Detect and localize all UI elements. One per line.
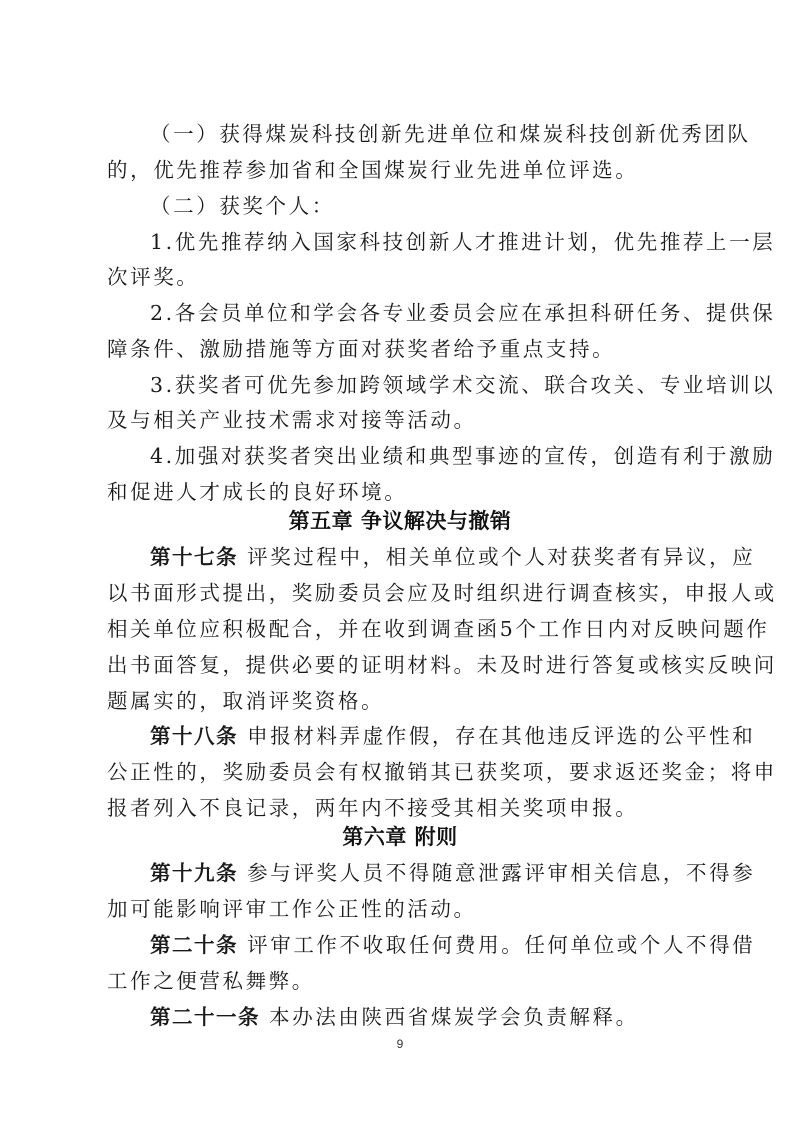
article-20 — [150, 932, 770, 958]
paragraph-line: 报者列入不良记录，两年内不接受其相关奖项申报。 — [107, 796, 639, 820]
paragraph-line: （二）获奖个人： — [150, 194, 335, 218]
paragraph-line: 加可能影响评审工作公正性的活动。 — [107, 897, 477, 921]
article-text: 参与评奖人员不得随意泄露评审相关信息，不得参 — [238, 861, 756, 885]
paragraph-line: 工作之便营私舞弊。 — [107, 969, 315, 993]
paragraph-line: 4.加强对获奖者突出业绩和典型事迹的宣传，创造有利于激励 — [150, 444, 776, 468]
paragraph-line: 出书面答复，提供必要的证明材料。未及时进行答复或核实反映问 — [107, 653, 777, 677]
article-label: 第十七条 — [150, 545, 238, 569]
paragraph-line: 2.各会员单位和学会各专业委员会应在承担科研任务、提供保 — [150, 301, 776, 325]
paragraph-line: 次评奖。 — [107, 265, 200, 289]
article-label: 第二十条 — [150, 933, 238, 957]
paragraph-line: 和促进人才成长的良好环境。 — [107, 480, 408, 504]
paragraph-line: 题属实的，取消评奖资格。 — [107, 689, 385, 713]
article-17 — [150, 544, 770, 570]
paragraph-line: 及与相关产业技术需求对接等活动。 — [107, 408, 477, 432]
paragraph-line: 1.优先推荐纳入国家科技创新人才推进计划，优先推荐上一层 — [150, 230, 776, 254]
chapter-heading: 第六章 附则 — [342, 825, 458, 849]
paragraph-line: 以书面形式提出，奖励委员会应及时组织进行调查核实，申报人或 — [107, 581, 777, 605]
paragraph-line: 3.获奖者可优先参加跨领域学术交流、联合攻关、专业培训以 — [150, 373, 776, 397]
paragraph-line: 公正性的，奖励委员会有权撤销其已获奖项，要求返还奖金；将申 — [107, 760, 777, 784]
chapter-heading: 第五章 争议解决与撤销 — [288, 509, 512, 533]
article-label: 第十九条 — [150, 861, 238, 885]
article-18 — [150, 723, 770, 749]
article-text: 申报材料弄虚作假，存在其他违反评选的公平性和 — [238, 724, 756, 748]
article-text: 评审工作不收取任何费用。任何单位或个人不得借 — [238, 933, 756, 957]
page-number: 9 — [396, 1037, 404, 1051]
article-label: 第二十一条 — [150, 1005, 260, 1029]
article-19 — [150, 860, 770, 886]
article-text: 评奖过程中，相关单位或个人对获奖者有异议，应 — [238, 545, 756, 569]
paragraph-line: 的，优先推荐参加省和全国煤炭行业先进单位评选。 — [107, 158, 639, 182]
paragraph-line: 障条件、激励措施等方面对获奖者给予重点支持。 — [107, 337, 616, 361]
paragraph-line: 相关单位应积极配合，并在收到调查函5个工作日内对反映问题作 — [107, 617, 770, 641]
article-label: 第十八条 — [150, 724, 238, 748]
article-21 — [150, 1004, 770, 1030]
paragraph-line: （一）获得煤炭科技创新先进单位和煤炭科技创新优秀团队 — [150, 122, 751, 146]
article-text: 本办法由陕西省煤炭学会负责解释。 — [260, 1005, 639, 1029]
